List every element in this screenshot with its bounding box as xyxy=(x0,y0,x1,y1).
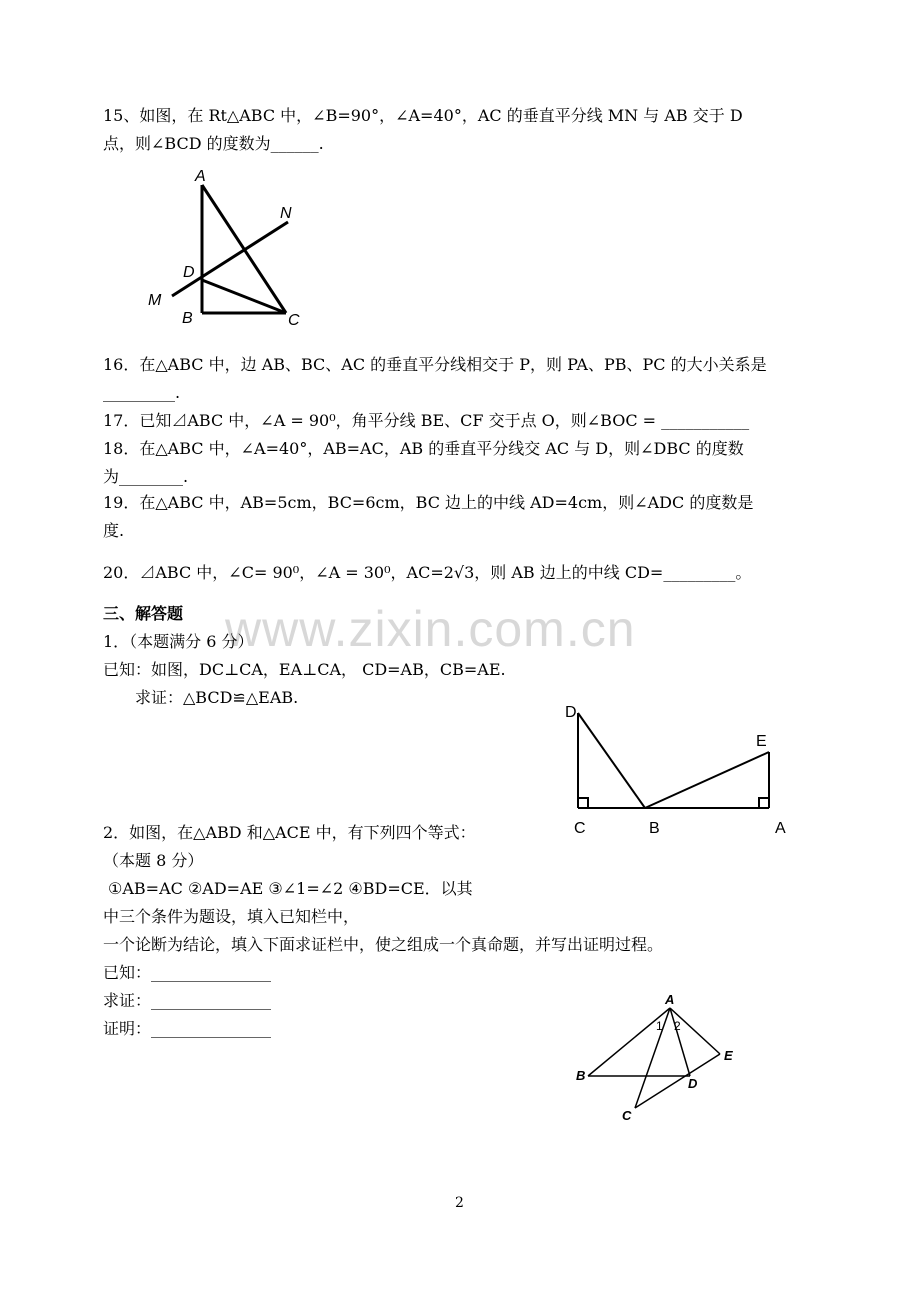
p2-label-c: C xyxy=(622,1108,632,1123)
q15-label-d: D xyxy=(183,264,195,281)
q19-line2: 度. xyxy=(103,521,125,540)
watermark: www.zixin.com.cn xyxy=(225,601,636,657)
section-title: 三、解答题 xyxy=(103,604,184,623)
p1-label-d: D xyxy=(565,704,577,721)
q15-figure xyxy=(140,165,320,335)
p2-label-b: B xyxy=(576,1068,586,1083)
p2-prove: 求证：_______________ xyxy=(103,991,272,1010)
p1-figure xyxy=(555,695,805,845)
p1-label-b: B xyxy=(649,820,660,837)
q16-line2: _________. xyxy=(103,383,181,402)
p2-label-angle2: 2 xyxy=(674,1019,681,1033)
p2-label-a: A xyxy=(665,992,675,1007)
q15-label-m: M xyxy=(148,292,162,309)
q20: 20．⊿ABC 中，∠C= 90⁰，∠A = 30⁰，AC=2√3，则 AB 边上的中线 CD=_________。 xyxy=(103,563,752,582)
p2-line4: 中三个条件为题设，填入已知栏中， xyxy=(103,907,360,926)
p1-label-c: C xyxy=(574,820,586,837)
p2-label-angle1: 1 xyxy=(656,1019,663,1033)
q15-label-b: B xyxy=(182,310,193,327)
p2-line1: 2．如图，在△ABD 和△ACE 中，有下列四个等式： xyxy=(103,823,476,842)
p2-given: 已知：_______________ xyxy=(103,963,272,982)
q18-line1: 18．在△ABC 中，∠A=40°，AB=AC，AB 的垂直平分线交 AC 与 D，则∠DBC 的度数 xyxy=(103,439,744,458)
q16-line1: 16．在△ABC 中，边 AB、BC、AC 的垂直平分线相交于 P，则 PA、PB、PC 的大小关系是 xyxy=(103,355,767,374)
p2-line3: ①AB=AC ②AD=AE ③∠1=∠2 ④BD=CE．以其 xyxy=(108,879,473,898)
p1-given: 已知：如图，DC⊥CA，EA⊥CA， CD=AB，CB=AE. xyxy=(103,660,506,679)
q15-label-n: N xyxy=(280,205,292,222)
p1-label-e: E xyxy=(756,733,767,750)
q15-label-a: A xyxy=(195,168,206,185)
q17: 17．已知⊿ABC 中，∠A = 90⁰，角平分线 BE、CF 交于点 O，则∠BOC = ___________ xyxy=(103,411,750,430)
q15-line1: 15、如图，在 Rt△ABC 中，∠B=90°，∠A=40°，AC 的垂直平分线 MN 与 AB 交于 D xyxy=(103,106,743,125)
p2-figure xyxy=(570,990,745,1130)
p2-label-e: E xyxy=(724,1048,733,1063)
q15-label-c: C xyxy=(288,312,300,329)
q18-line2: 为________. xyxy=(103,467,189,486)
p2-line5: 一个论断为结论，填入下面求证栏中，使之组成一个真命题，并写出证明过程。 xyxy=(103,935,664,954)
p1-prove: 求证：△BCD≌△EAB. xyxy=(135,688,299,707)
p2-line2: （本题 8 分） xyxy=(103,851,204,870)
q19-line1: 19．在△ABC 中，AB=5cm，BC=6cm，BC 边上的中线 AD=4cm，则∠ADC 的度数是 xyxy=(103,493,754,512)
p2-proof: 证明：_______________ xyxy=(103,1019,272,1038)
p2-label-d: D xyxy=(688,1076,698,1091)
page-number: 2 xyxy=(455,1195,464,1211)
p1-label-a: A xyxy=(775,820,786,837)
q15-line2: 点，则∠BCD 的度数为______. xyxy=(103,134,324,153)
p1-header: 1．（本题满分 6 分） xyxy=(103,632,254,651)
